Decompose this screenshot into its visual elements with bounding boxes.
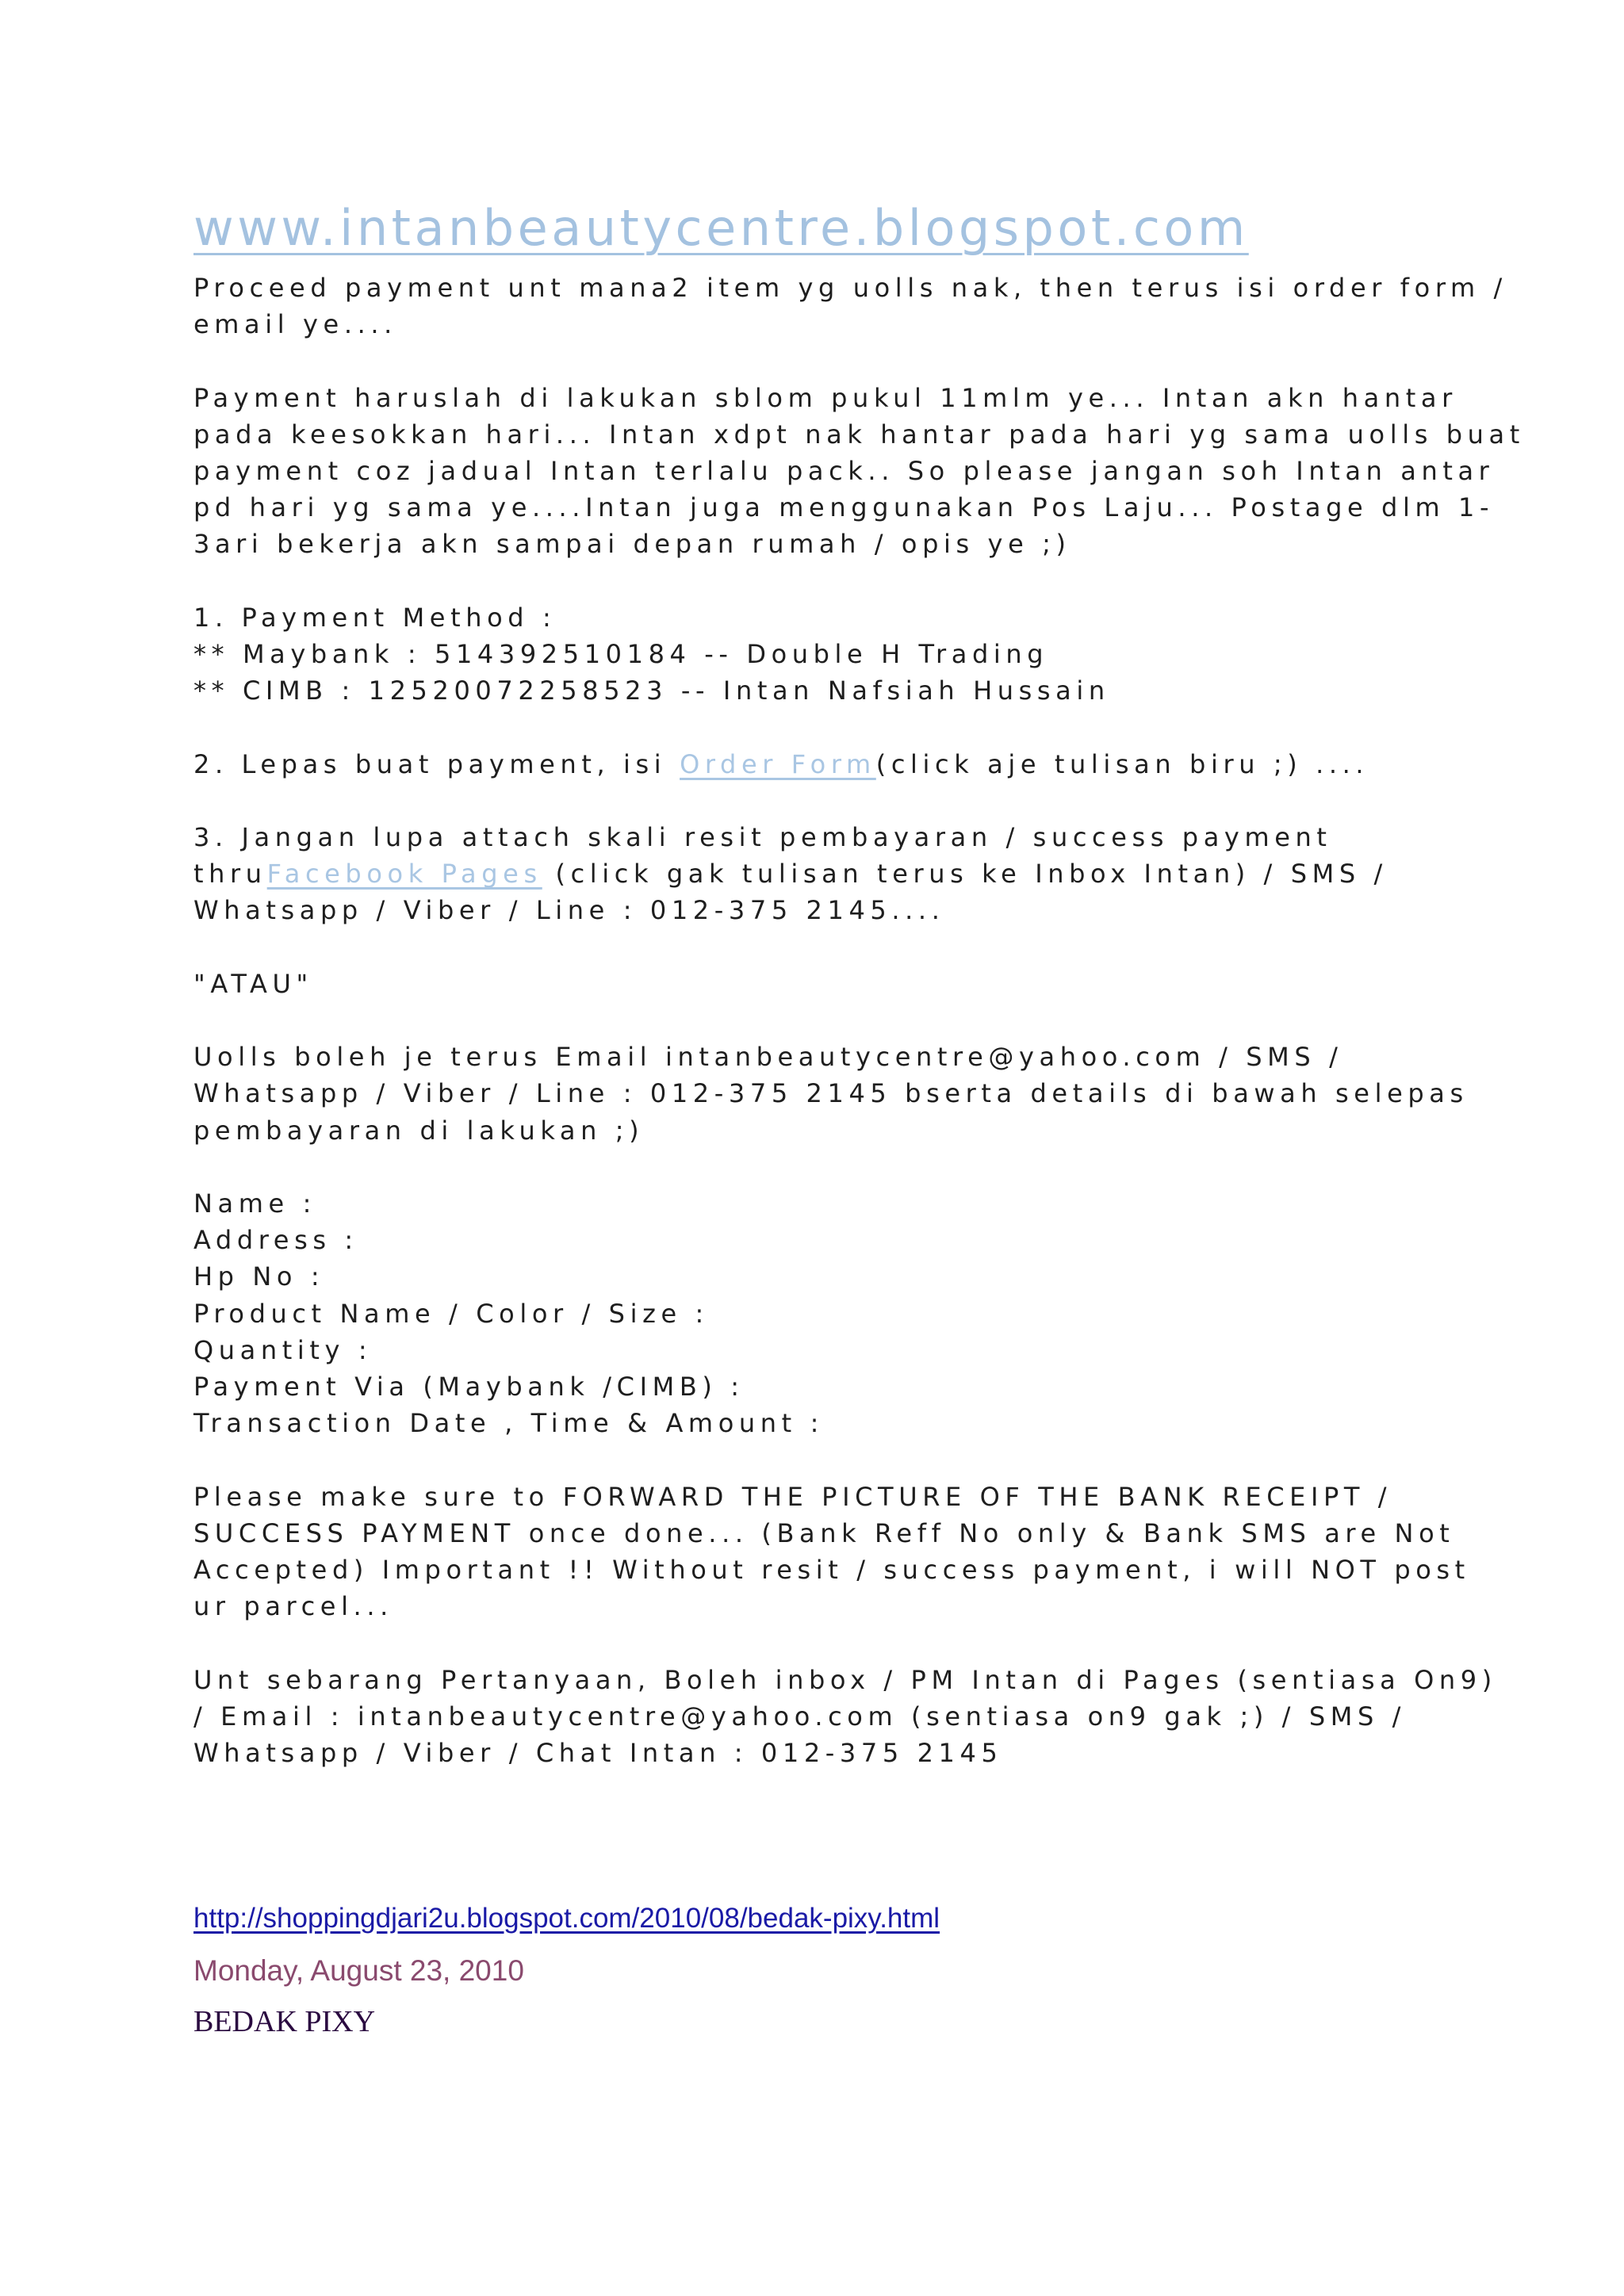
maybank-account: ** Maybank : 514392510184 -- Double H Trading [193, 639, 1049, 669]
receipt-notice-line: ur parcel... [193, 1591, 393, 1622]
payment-method-heading: 1. Payment Method : [193, 602, 557, 633]
paragraph-gap [193, 1149, 1462, 1185]
receipt-notice-line: Accepted) Important !! Without resit / success payment, i will NOT post [193, 1554, 1470, 1585]
post-date: Monday, August 23, 2010 [193, 1954, 524, 1987]
step3-line: Whatsapp / Viber / Line : 012-375 2145.... [193, 895, 945, 926]
cimb-account: ** CIMB : 12520072258523 -- Intan Nafsiah Hussain [193, 675, 1110, 706]
form-field-label: Payment Via (Maybank /CIMB) : [193, 1371, 745, 1402]
paragraph-gap [193, 1624, 1462, 1661]
form-field-label: Transaction Date , Time & Amount : [193, 1408, 824, 1439]
step2-suffix: (click aje tulisan biru ;) .... [875, 748, 1369, 779]
intro-line: email ye.... [193, 309, 397, 340]
intro-line: Proceed payment unt mana2 item yg uolls nak, then terus isi order form / [193, 273, 1507, 303]
paragraph-gap [193, 709, 1462, 745]
receipt-notice-line: Please make sure to FORWARD THE PICTURE OF THE BANK RECEIPT / [193, 1481, 1392, 1512]
form-field-label: Name : [193, 1188, 316, 1219]
paragraph-gap [193, 563, 1462, 599]
order-form-link[interactable]: Order Form [680, 748, 876, 779]
site-url-link[interactable]: www.intanbeautycentre.blogspot.com [193, 199, 1249, 257]
atau-label: "ATAU" [193, 968, 313, 999]
step3-suffix: (click gak tulisan terus ke Inbox Intan) / SMS / [542, 859, 1388, 890]
post-title: BEDAK PIXY [193, 2005, 376, 2038]
paragraph-gap [193, 342, 1462, 379]
paragraph-gap [193, 1002, 1462, 1039]
payment-notice-line: Payment haruslah di lakukan sblom pukul 11mlm ye... Intan akn hantar [193, 382, 1457, 413]
paragraph-gap [193, 783, 1462, 819]
facebook-pages-link[interactable]: Facebook Pages [266, 859, 542, 890]
step3-prefix: thru [193, 859, 267, 890]
email-option-line: Uolls boleh je terus Email intanbeautycentre@yahoo.com / SMS / [193, 1042, 1343, 1073]
form-field-label: Address : [193, 1225, 358, 1256]
blog-post-excerpt [193, 1899, 1462, 2042]
blog-url-link[interactable]: http://shoppingdjari2u.blogspot.com/2010/08/bedak-pixy.html [193, 1903, 940, 1934]
email-option-line: pembayaran di lakukan ;) [193, 1115, 645, 1146]
contact-line: / Email : intanbeautycentre@yahoo.com (sentiasa on9 gak ;) / SMS / [193, 1701, 1407, 1732]
step2-line [193, 746, 1462, 783]
form-field-label: Hp No : [193, 1261, 325, 1292]
paragraph-gap [193, 929, 1462, 966]
form-field-label: Quantity : [193, 1334, 373, 1365]
payment-notice-line: 3ari bekerja akn sampai depan rumah / opis ye ;) [193, 529, 1071, 560]
step2-prefix: 2. Lepas buat payment, isi [193, 748, 680, 779]
payment-notice-line: payment coz jadual Intan terlalu pack.. So please jangan soh Intan antar [193, 456, 1495, 486]
paragraph-gap [193, 1441, 1462, 1478]
email-option-line: Whatsapp / Viber / Line : 012-375 2145 bserta details di bawah selepas [193, 1078, 1469, 1109]
step3-line [193, 855, 1462, 892]
receipt-notice-line: SUCCESS PAYMENT once done... (Bank Reff No only & Bank SMS are Not [193, 1517, 1455, 1548]
payment-notice-line: pd hari yg sama ye....Intan juga menggunakan Pos Laju... Postage dlm 1- [193, 492, 1495, 523]
step3-line: 3. Jangan lupa attach skali resit pembayaran / success payment [193, 821, 1332, 852]
form-field-label: Product Name / Color / Size : [193, 1298, 709, 1329]
contact-line: Whatsapp / Viber / Chat Intan : 012-375 2145 [193, 1737, 1003, 1768]
payment-notice-line: pada keesokkan hari... Intan xdpt nak hantar pada hari yg sama uolls buat [193, 419, 1525, 450]
contact-line: Unt sebarang Pertanyaan, Boleh inbox / PM Intan di Pages (sentiasa On9) [193, 1664, 1497, 1695]
document-content [193, 190, 1525, 1771]
body-text [193, 270, 1525, 1771]
